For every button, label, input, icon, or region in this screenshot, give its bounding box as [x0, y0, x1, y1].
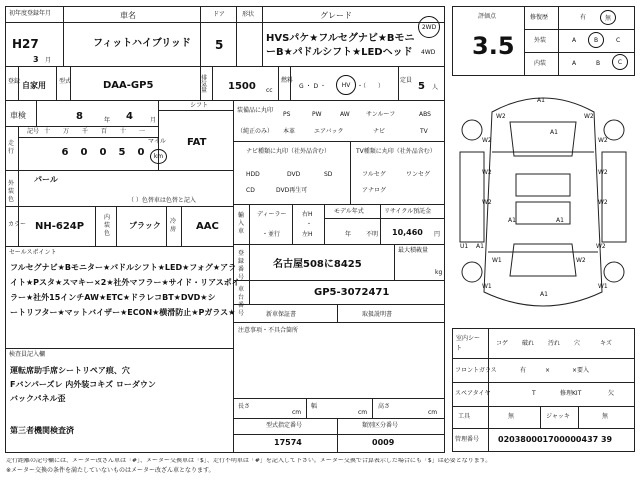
damage-code: W2 [598, 137, 608, 144]
damage-code: W2 [482, 137, 492, 144]
exterior-b-circle [588, 32, 604, 48]
diagram-codes [460, 97, 608, 298]
inspection-month: 4 [126, 111, 133, 122]
car-name-label: 車名 [120, 11, 136, 20]
spare-none: 欠 [608, 390, 615, 397]
cc: cc [266, 87, 273, 94]
tv-item: ワンセグ [406, 171, 431, 178]
damage-code: W1 [598, 283, 608, 290]
navi-item: HDD [246, 171, 260, 178]
tools-value: 無 [508, 413, 515, 420]
room-item: キズ [600, 340, 612, 347]
import-label: 輸入車 [238, 212, 245, 235]
navi-label: ナビ種類に丸印（社外品含む） [246, 148, 331, 155]
navi-item: CD [246, 187, 255, 194]
mileage-unit: 十 [120, 128, 127, 135]
inspection-month-unit: 月 [150, 117, 157, 124]
model-year-unit: 年 [345, 231, 352, 238]
damage-code: A1 [537, 97, 545, 104]
equipment-item: ABS [419, 111, 431, 118]
doors-label: ドア [213, 11, 225, 18]
cap: 5 [418, 81, 425, 92]
damage-code: W2 [584, 113, 594, 120]
shift-value: FAT [187, 137, 207, 148]
fuel: G ・ D ・ [299, 83, 326, 90]
usage: 自家用 [22, 81, 46, 90]
model-label: 型式 [59, 78, 72, 85]
shift-label: シフト [190, 102, 209, 109]
width-label: 幅 [311, 403, 318, 410]
damage-code: W2 [598, 169, 608, 176]
room-label: 室内シート [456, 335, 481, 352]
interior-b: B [596, 60, 601, 67]
fuel-hv-circle [336, 75, 356, 95]
exterior-b: B [593, 36, 599, 44]
interior-c-circle [612, 54, 628, 70]
sales-label: セールスポイント [9, 249, 57, 256]
equipment-item: PS [283, 111, 291, 118]
sales-line: ートリフター★マットバイザー★ECON★横滑防止★Pガラス★ [10, 308, 236, 317]
damage-code: W2 [482, 199, 492, 206]
cap-unit: 人 [432, 84, 439, 91]
model: DAA-GP5 [103, 80, 154, 91]
mgmt-value: 020380001700000437 39 [498, 435, 613, 444]
spare-kit: 修理KIT [560, 390, 582, 397]
cap-label: 定員 [400, 77, 413, 84]
width-unit: cm [358, 409, 368, 416]
mileage-digit: 0 [80, 147, 88, 158]
tools-label: 工具 [458, 413, 471, 420]
tv-label: TV種類に丸印（社外品含む） [356, 148, 436, 155]
int-color-label: 内装色 [104, 214, 111, 237]
damage-code: U1 [460, 243, 469, 250]
ac-value: AAC [196, 221, 219, 232]
notes-label: 検査員記入欄 [9, 351, 46, 358]
mileage-unit: 万 [63, 128, 70, 135]
sales-line: フルセグナビ★Bモニター★パドルシフト★LED★フォグ★アラ [10, 263, 237, 272]
model-year-label: モデル年式 [334, 208, 364, 215]
fuel-rest: ・（ ） [357, 83, 385, 90]
damage-code: A1 [550, 129, 558, 136]
equipment-item: AW [340, 111, 350, 118]
fuel-label: 燃料 [281, 77, 294, 84]
reg-number-label: 登録番号 [238, 250, 245, 281]
drive-2wd-circle [418, 16, 440, 38]
mileage-unit: 百 [101, 128, 108, 135]
notes-line: 運転席助手席シートリペア痕、穴 [10, 366, 130, 375]
first-reg-label: 初年度登録年月 [9, 10, 52, 17]
import-parallel: ・並行 [262, 231, 281, 238]
mileage-digit: 0 [137, 147, 145, 158]
length-unit: cm [292, 409, 302, 416]
sales-line: ラー★社外15インチAW★ETC★ドラレコBT★DVD★シ [10, 293, 216, 302]
damage-code: W1 [492, 257, 502, 264]
interior-label: 内装 [534, 60, 547, 67]
interior-c: C [617, 58, 623, 66]
third-party-inspected: 第三者機関検査済 [10, 426, 74, 435]
front-glass-label: フロントガラス [455, 367, 497, 374]
car-name: フィットハイブリッド [93, 38, 191, 49]
equipment-item: ナビ [373, 128, 386, 135]
fuel-hv: HV [341, 81, 351, 89]
mgmt-label: 管理番号 [455, 436, 480, 443]
equipment-item: TV [420, 128, 428, 135]
warranty-label: 新車保証書 [266, 311, 297, 318]
inspection-label: 車検 [10, 111, 26, 120]
inspection-year: 8 [76, 111, 83, 122]
recycle-value: 10,460 [392, 228, 423, 237]
notes-line: バックパネル歪 [10, 394, 66, 403]
first-reg-month: 3 [33, 55, 39, 64]
interior-a: A [572, 60, 577, 67]
class-num-label: 類別区分番号 [362, 422, 399, 429]
disp-label: 排気量 [201, 75, 208, 94]
import-dealer: ディーラー [257, 211, 287, 218]
recycle-unit: 円 [434, 231, 441, 238]
mileage-label: 走行 [8, 140, 15, 155]
inspection-year-unit: 年 [104, 117, 111, 124]
spare-t: T [532, 390, 536, 397]
color-code-label: カラー [8, 221, 27, 228]
model-num-label: 型式指定番号 [266, 422, 303, 429]
damage-code: A1 [556, 217, 564, 224]
navi-item: DVD再生可 [276, 187, 308, 194]
ac-label: 冷房 [170, 218, 177, 233]
shape-label: 形状 [242, 11, 255, 18]
drive-4wd: 4WD [421, 49, 436, 56]
damage-code: A1 [476, 243, 484, 250]
import-right: 右H [302, 211, 313, 218]
mileage-unit: 千 [82, 128, 89, 135]
repair-no-circle [600, 10, 616, 25]
front-glass-has: 有 [520, 367, 527, 374]
front-glass-x: × [545, 367, 551, 374]
jack-label: ジャッキ [546, 413, 570, 420]
max-load-label: 最大積載量 [398, 247, 429, 254]
room-item: 破れ [522, 340, 535, 347]
damage-code: W2 [598, 199, 608, 206]
km-label: km [153, 153, 164, 160]
length-label: 長さ [238, 403, 251, 410]
max-load-unit: kg [435, 269, 443, 276]
color-note: （ ）色替車は色替と記入 [128, 197, 196, 204]
class-num: 0009 [372, 438, 395, 447]
grade-label: グレード [320, 11, 352, 20]
chassis-label: 車台番号 [238, 286, 245, 317]
car-damage-diagram [452, 82, 635, 322]
km-circle [150, 149, 167, 164]
damage-code: W1 [482, 283, 492, 290]
mile-label: マイル [148, 138, 166, 145]
room-item: 汚れ [548, 340, 561, 347]
equipment-sub: （純正のみ） [237, 128, 274, 135]
recycle-label: リサイクル預託金 [384, 208, 432, 215]
damage-code: W2 [596, 243, 606, 250]
drive-2wd: 2WD [421, 23, 437, 31]
import-left: 左H [302, 231, 313, 238]
int-color: ブラック [129, 221, 161, 230]
damage-code: A1 [508, 217, 516, 224]
mileage-unit: 一 [139, 128, 146, 135]
room-item: コゲ [496, 340, 509, 347]
score-value: 3.5 [472, 32, 515, 60]
jack-value: 無 [602, 413, 609, 420]
equipment-item: サンルーフ [366, 111, 396, 118]
room-item: 穴 [574, 340, 581, 347]
import-dot: ・ [306, 221, 313, 228]
height-unit: cm [428, 409, 438, 416]
color-value: パール [34, 175, 58, 184]
damage-code: W2 [496, 113, 506, 120]
mileage-digit: 0 [99, 147, 107, 158]
equipment-label: 装備品に丸印 [237, 107, 274, 114]
exterior-c: C [616, 37, 621, 44]
damage-code: W2 [576, 257, 586, 264]
reg-label: 登録 [8, 78, 21, 85]
repair-label: 修復歴 [530, 14, 549, 21]
notes-line: Fバンパーズレ 内外装コキズ ローダウン [10, 380, 156, 389]
manual-label: 取扱説明書 [362, 311, 393, 318]
sales-line: イト★Pスタ★スマキー×2★社外マフラー★サイド・リアスポイ [10, 278, 240, 287]
repair-yes: 有 [580, 14, 587, 21]
equipment-item: 本革 [283, 128, 296, 135]
mileage-digit: 6 [61, 147, 69, 158]
score-label: 評価点 [478, 13, 497, 20]
tv-item: フルセグ [362, 171, 386, 178]
equipment-item: PW [312, 111, 322, 118]
record-sub: 注意事項・不具合箇所 [238, 327, 299, 334]
model-num: 17574 [274, 438, 302, 447]
navi-item: SD [324, 171, 333, 178]
damage-code: W2 [482, 169, 492, 176]
model-year-unknown: 不明 [366, 231, 379, 238]
month-unit: 月 [45, 57, 52, 64]
mileage-sub: 記号 [27, 128, 40, 135]
footer-note-2: ※メーター交換の条件を満たしていないものはメーター改ざん車となります。 [6, 467, 215, 474]
navi-item: DVD [287, 171, 301, 178]
damage-code: A1 [540, 291, 548, 298]
mileage-digit: 5 [118, 147, 126, 158]
front-glass-needs: ×要入 [572, 367, 590, 374]
tv-item: アナログ [362, 187, 387, 194]
grade: HVSパケ★フルセグナビ★BモニーB★パドルシフト★LEDヘッド [266, 33, 415, 58]
spare-label: スペアタイヤ [455, 390, 491, 397]
color-code: NH-624P [35, 221, 85, 232]
exterior-a: A [572, 37, 577, 44]
disp: 1500 [228, 81, 256, 92]
footer-note-1: 走行距離の記号欄には、メーター改ざん車は「#」、メーター交換車は「$」、走行不明車は「#」を記入して下さい。メーター交換で合算表示した場合にも「$」は必要となります。 [6, 458, 492, 464]
doors: 5 [215, 38, 224, 52]
height-label: 高さ [378, 403, 391, 410]
mileage-unit: 十 [44, 128, 51, 135]
color-label: 外装色 [8, 180, 15, 203]
first-reg-year: H27 [12, 37, 39, 51]
reg-number: 名古屋508に8425 [273, 259, 362, 270]
equipment-item: エアバック [314, 128, 344, 135]
chassis: GP5-3072471 [314, 287, 390, 298]
exterior-label: 外装 [534, 37, 547, 44]
repair-no: 無 [604, 15, 611, 22]
